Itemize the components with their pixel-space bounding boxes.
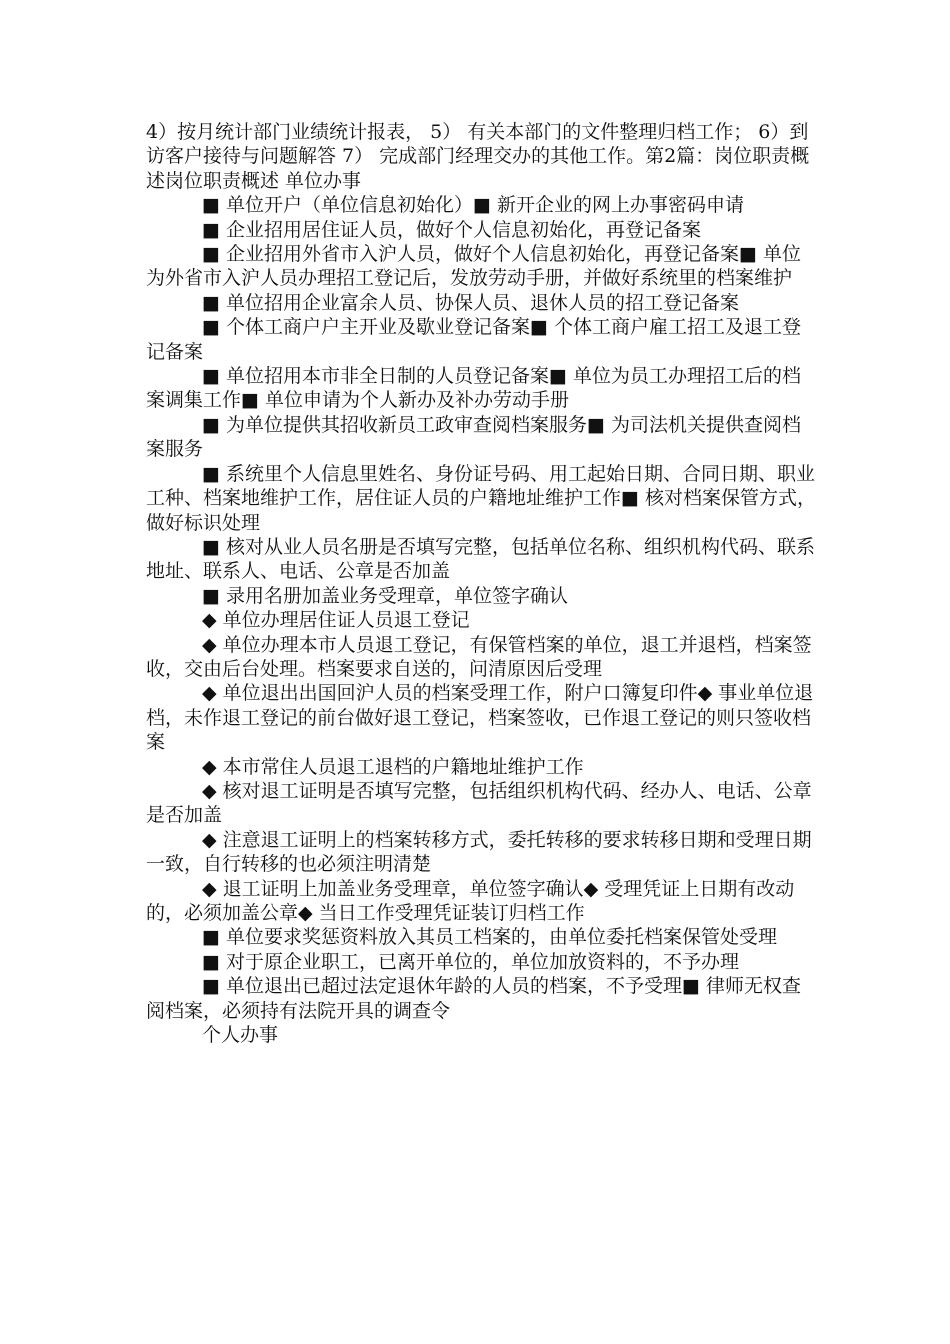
paragraph: ■ 个体工商户户主开业及歇业登记备案■ 个体工商户雇工招工及退工登记备案	[146, 316, 801, 363]
paragraph: 个人办事	[202, 1024, 279, 1047]
paragraph: ■ 单位退出已超过法定退休年龄的人员的档案，不予受理■ 律师无权查阅档案，必须持有法院开具的调查令	[146, 975, 801, 1022]
paragraph: ■ 企业招用居住证人员，做好个人信息初始化，再登记备案	[202, 218, 701, 241]
paragraph: ■ 核对从业人员名册是否填写完整，包括单位名称、组织机构代码、联系地址、联系人、电话、公章是否加盖	[146, 535, 815, 583]
paragraph: ■ 单位招用本市非全日制的人员登记备案■ 单位为员工办理招工后的档案调集工作■ 单位申请为个人新办及补办劳动手册	[146, 365, 801, 412]
paragraph: ◆ 单位办理本市人员退工登记，有保管档案的单位，退工并退档，档案签收，交由后台处理。档案要求自送的，问清原因后受理	[146, 633, 812, 680]
paragraph: ■ 为单位提供其招收新员工政审查阅档案服务■ 为司法机关提供查阅档案服务	[146, 413, 801, 461]
paragraph: ■ 单位开户（单位信息初始化）■ 新开企业的网上办事密码申请	[202, 194, 744, 217]
paragraph: ■ 单位招用企业富余人员、协保人员、退休人员的招工登记备案	[202, 291, 739, 314]
paragraph: ◆ 单位退出出国回沪人员的档案受理工作，附户口簿复印件◆ 事业单位退档，未作退工登记的前台做好退工登记，档案签收，已作退工登记的则只签收档案	[146, 682, 814, 754]
paragraph: ◆ 退工证明上加盖业务受理章，单位签字确认◆ 受理凭证上日期有改动的，必须加盖公章◆ 当日工作受理凭证装订归档工作	[146, 877, 795, 924]
paragraph: ■ 对于原企业职工，已离开单位的，单位加放资料的，不予办理	[202, 950, 739, 973]
paragraph: ■ 系统里个人信息里姓名、身份证号码、用工起始日期、合同日期、职业工种、档案地维护工作，居住证人员的户籍地址维护工作■ 核对档案保管方式，做好标识处理	[146, 462, 816, 534]
paragraph: ■ 企业招用外省市入沪人员，做好个人信息初始化，再登记备案■ 单位为外省市入沪人员办理招工登记后，发放劳动手册，并做好系统里的档案维护	[146, 243, 801, 290]
paragraph: ◆ 本市常住人员退工退档的户籍地址维护工作	[202, 755, 584, 778]
paragraph: ◆ 注意退工证明上的档案转移方式，委托转移的要求转移日期和受理日期一致，自行转移的也必须注明清楚	[146, 828, 812, 876]
paragraph: ◆ 核对退工证明是否填写完整，包括组织机构代码、经办人、电话、公章是否加盖	[146, 779, 812, 827]
paragraph: ■ 单位要求奖惩资料放入其员工档案的，由单位委托档案保管处受理	[202, 926, 777, 949]
paragraph: ■ 录用名册加盖业务受理章，单位签字确认	[202, 584, 568, 607]
paragraph: ◆ 单位办理居住证人员退工登记	[202, 609, 470, 632]
document-body	[146, 120, 816, 1047]
paragraph: 4）按月统计部门业绩统计报表， 5） 有关本部门的文件整理归档工作； 6）到访客户接待与问题解答 7） 完成部门经理交办的其他工作。第2篇：岗位职责概述岗位职责概述 单位办事	[146, 121, 810, 192]
